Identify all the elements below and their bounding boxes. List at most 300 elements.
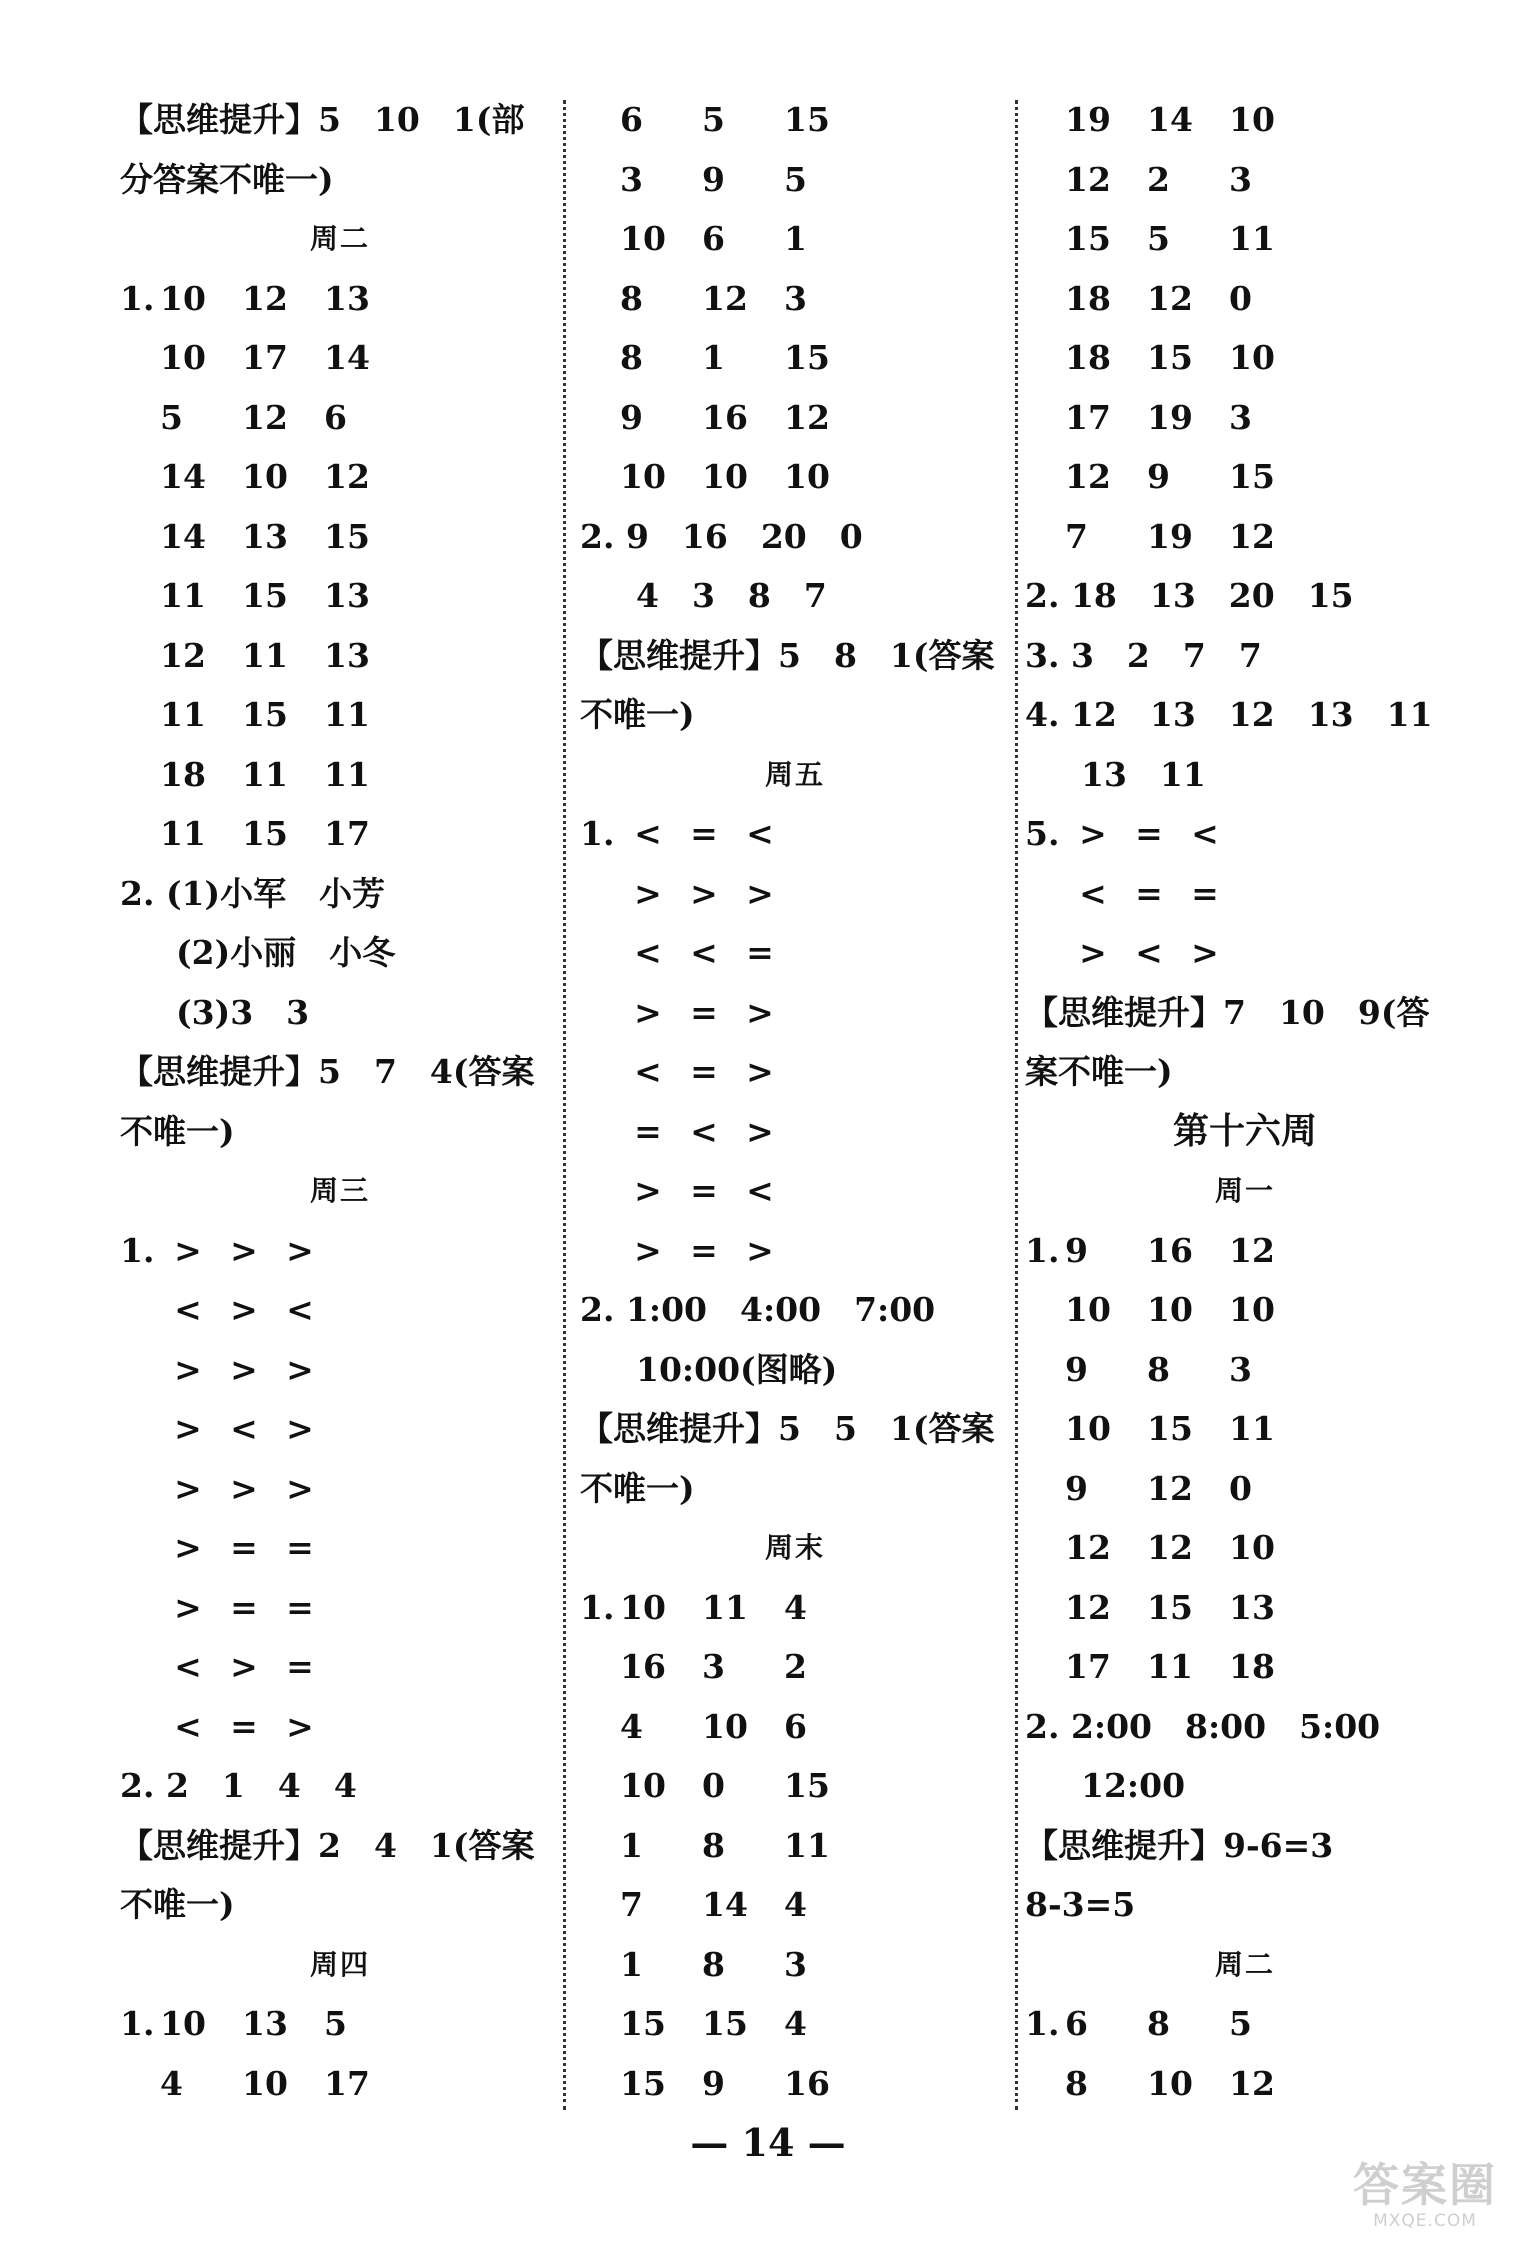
- answer-cell: 4: [784, 1587, 807, 1627]
- answer-cell: 12: [242, 397, 288, 437]
- answer-row: [580, 1935, 1010, 1995]
- answer-cell: 3: [1229, 159, 1252, 199]
- answer-cell: 10: [1229, 100, 1275, 139]
- answer-row: [120, 1994, 560, 2054]
- answer-row: [120, 1637, 560, 1697]
- answer-cell: 4: [784, 1885, 807, 1924]
- answer-line: 8-3=5: [1025, 1885, 1136, 1924]
- answer-cell: >: [634, 1230, 662, 1270]
- answer-cell: 10: [1229, 1528, 1275, 1567]
- answer-cell: 15: [1147, 1409, 1193, 1448]
- answer-cell: 3: [784, 1944, 807, 1984]
- answer-cell: 1: [620, 1944, 643, 1984]
- answer-cell: 15: [784, 1766, 830, 1805]
- answer-row: [120, 1221, 560, 1281]
- answer-cell: 6: [784, 1706, 807, 1746]
- answer-line: 不唯一): [120, 1111, 235, 1151]
- answer-line: 【思维提升】2 4 1(答案: [120, 1825, 535, 1865]
- answer-cell: 0: [1229, 1468, 1252, 1508]
- answer-cell: 4: [620, 1706, 643, 1746]
- answer-cell: <: [1079, 873, 1107, 913]
- answer-row: [580, 328, 1010, 388]
- answer-cell: =: [634, 1111, 662, 1151]
- answer-cell: 3: [784, 278, 807, 318]
- answer-cell: 14: [160, 516, 206, 556]
- answer-cell: 18: [1229, 1647, 1275, 1686]
- answer-cell: 12: [1147, 1528, 1193, 1567]
- answer-cell: 9: [1065, 1230, 1088, 1270]
- answer-cell: 17: [1065, 397, 1111, 437]
- answer-cell: 10: [1065, 1290, 1111, 1329]
- section-heading: 周三: [309, 1174, 370, 1207]
- answer-row: [1025, 388, 1465, 448]
- answer-cell: >: [230, 1647, 258, 1686]
- answer-row: [580, 90, 1010, 150]
- answer-cell: 10: [1147, 1290, 1193, 1329]
- answer-cell: >: [746, 1052, 774, 1091]
- answer-cell: >: [634, 1171, 662, 1210]
- question-number: 5.: [1025, 814, 1060, 853]
- answer-cell: <: [746, 814, 774, 853]
- section-heading: 周末: [764, 1531, 825, 1564]
- answer-line: (3)3 3: [176, 992, 310, 1032]
- answer-row: [120, 2054, 560, 2114]
- answer-row: [1025, 1578, 1465, 1638]
- answer-line: 2. 18 13 20 15: [1025, 576, 1354, 615]
- answer-line: 2. (1)小军 小芳: [120, 873, 386, 913]
- answer-cell: 1: [702, 338, 725, 377]
- answer-line: 分答案不唯一): [120, 159, 334, 199]
- answer-cell: 8: [702, 1825, 725, 1865]
- answer-cell: 19: [1147, 516, 1193, 556]
- answer-line: 不唯一): [120, 1885, 235, 1924]
- answer-cell: 19: [1065, 100, 1111, 139]
- answer-line: 4 3 8 7: [636, 576, 827, 615]
- answer-cell: 15: [242, 576, 288, 615]
- answer-cell: <: [634, 933, 662, 972]
- answer-row: [580, 1994, 1010, 2054]
- answer-row: [1025, 1221, 1465, 1281]
- answer-row: [580, 923, 1010, 983]
- answer-row: [580, 388, 1010, 448]
- answer-cell: >: [286, 1706, 314, 1746]
- answer-cell: >: [230, 1290, 258, 1329]
- answer-cell: 10: [620, 457, 666, 496]
- answer-cell: 7: [1065, 516, 1088, 556]
- answer-row: [580, 864, 1010, 924]
- answer-row: [120, 566, 560, 626]
- answer-cell: 11: [324, 695, 370, 734]
- answer-cell: 8: [702, 1944, 725, 1984]
- page-number: — 14 —: [690, 2120, 846, 2165]
- answer-row: [1025, 923, 1465, 983]
- answer-cell: 11: [160, 576, 206, 615]
- answer-cell: <: [690, 1111, 718, 1151]
- answer-cell: >: [174, 1409, 202, 1448]
- answer-line: 10:00(图略): [636, 1349, 838, 1389]
- answer-row: [120, 1697, 560, 1757]
- answer-cell: =: [746, 933, 774, 972]
- answer-cell: 15: [242, 695, 288, 734]
- answer-cell: 9: [1065, 1349, 1088, 1389]
- answer-cell: 10: [702, 1706, 748, 1746]
- answer-cell: 6: [620, 100, 643, 139]
- answer-row: [580, 150, 1010, 210]
- answer-cell: 3: [1229, 1349, 1252, 1389]
- answer-row: [1025, 1340, 1465, 1400]
- answer-cell: <: [174, 1647, 202, 1686]
- answer-line: 【思维提升】7 10 9(答: [1025, 992, 1430, 1032]
- answer-row: [1025, 1637, 1465, 1697]
- answer-row: [120, 1280, 560, 1340]
- answer-cell: 13: [242, 516, 288, 556]
- answer-row: [1025, 447, 1465, 507]
- answer-cell: >: [746, 1111, 774, 1151]
- answer-cell: 12: [1065, 159, 1111, 199]
- answer-line: 【思维提升】5 10 1(部: [120, 100, 525, 139]
- answer-line: 【思维提升】5 8 1(答案: [580, 635, 995, 675]
- answer-cell: 8: [1147, 2004, 1170, 2043]
- answer-cell: 10: [160, 2004, 206, 2043]
- answer-cell: 17: [242, 338, 288, 377]
- answer-cell: 17: [324, 814, 370, 853]
- answer-row: [120, 1459, 560, 1519]
- answer-cell: 19: [1147, 397, 1193, 437]
- question-number: 1.: [120, 1230, 155, 1270]
- answer-row: [580, 1697, 1010, 1757]
- answer-cell: 10: [242, 457, 288, 496]
- answer-cell: 12: [242, 278, 288, 318]
- answer-cell: >: [286, 1230, 314, 1270]
- section-heading: 周四: [309, 1947, 370, 1981]
- answer-cell: 13: [1229, 1587, 1275, 1627]
- answer-row: [120, 626, 560, 686]
- answer-cell: 18: [160, 754, 206, 794]
- answer-row: [120, 1518, 560, 1578]
- answer-row: [580, 1161, 1010, 1221]
- answer-cell: >: [746, 1230, 774, 1270]
- answer-cell: 15: [784, 338, 830, 377]
- answer-cell: >: [174, 1528, 202, 1567]
- answer-line: 2. 2 1 4 4: [120, 1766, 357, 1805]
- answer-cell: 10: [620, 219, 666, 258]
- answer-cell: >: [174, 1230, 202, 1270]
- answer-row: [1025, 150, 1465, 210]
- answer-cell: 15: [1229, 457, 1275, 496]
- section-heading: 周二: [1214, 1947, 1275, 1981]
- answer-cell: 12: [1229, 2063, 1275, 2103]
- column-divider: [1015, 100, 1018, 2110]
- answer-cell: >: [634, 992, 662, 1032]
- answer-row: [1025, 804, 1465, 864]
- question-number: 1.: [580, 814, 615, 853]
- answer-cell: 12: [784, 397, 830, 437]
- answer-cell: 14: [324, 338, 370, 377]
- section-heading: 周二: [309, 222, 370, 255]
- answer-cell: 13: [242, 2004, 288, 2043]
- answer-cell: 10: [702, 457, 748, 496]
- answer-row: [580, 1637, 1010, 1697]
- answer-cell: 11: [1147, 1647, 1193, 1686]
- question-number: 1.: [120, 278, 155, 318]
- answer-cell: 8: [620, 338, 643, 377]
- answer-cell: 16: [1147, 1230, 1193, 1270]
- answer-row: [120, 804, 560, 864]
- answer-cell: 13: [324, 576, 370, 615]
- answer-row: [580, 1816, 1010, 1876]
- answer-cell: 1: [620, 1825, 643, 1865]
- answer-line: 不唯一): [580, 695, 695, 734]
- answer-cell: 15: [620, 2004, 666, 2043]
- answer-cell: 4: [160, 2063, 183, 2103]
- column-divider: [563, 100, 566, 2110]
- answer-cell: 2: [784, 1647, 807, 1686]
- answer-cell: 9: [1147, 457, 1170, 496]
- answer-cell: 11: [160, 695, 206, 734]
- answer-cell: >: [174, 1587, 202, 1627]
- answer-row: [580, 983, 1010, 1043]
- answer-cell: 5: [324, 2004, 347, 2043]
- answer-cell: 14: [702, 1885, 748, 1924]
- answer-cell: =: [1135, 873, 1163, 913]
- answer-cell: 11: [324, 754, 370, 794]
- answer-line: 2. 1:00 4:00 7:00: [580, 1290, 936, 1329]
- answer-cell: 16: [702, 397, 748, 437]
- answer-cell: >: [1079, 933, 1107, 972]
- answer-cell: 11: [1229, 219, 1275, 258]
- answer-row: [1025, 864, 1465, 924]
- answer-cell: 14: [1147, 100, 1193, 139]
- answer-cell: 15: [1065, 219, 1111, 258]
- answer-cell: 11: [242, 754, 288, 794]
- answer-cell: 8: [620, 278, 643, 318]
- answer-row: [120, 745, 560, 805]
- answer-cell: 15: [784, 100, 830, 139]
- answer-cell: 10: [1065, 1409, 1111, 1448]
- answer-row: [1025, 1994, 1465, 2054]
- answer-cell: =: [286, 1528, 314, 1567]
- answer-cell: <: [690, 933, 718, 972]
- answer-cell: 13: [324, 635, 370, 675]
- answer-line: (2)小丽 小冬: [176, 933, 396, 972]
- answer-line: 【思维提升】9-6=3: [1025, 1825, 1334, 1865]
- column-left: [120, 90, 560, 2113]
- answer-row: [1025, 209, 1465, 269]
- answer-cell: 5: [160, 397, 183, 437]
- answer-cell: 0: [1229, 278, 1252, 318]
- answer-cell: <: [174, 1706, 202, 1746]
- answer-cell: 11: [160, 814, 206, 853]
- answer-cell: =: [286, 1587, 314, 1627]
- answer-row: [1025, 328, 1465, 388]
- answer-cell: 13: [324, 278, 370, 318]
- answer-row: [580, 1578, 1010, 1638]
- answer-cell: 9: [702, 2063, 725, 2103]
- answer-cell: 1: [784, 219, 807, 258]
- answer-cell: 3: [620, 159, 643, 199]
- answer-row: [580, 1875, 1010, 1935]
- answer-cell: <: [746, 1171, 774, 1210]
- answer-row: [1025, 507, 1465, 567]
- answer-cell: 2: [1147, 159, 1170, 199]
- answer-cell: 12: [1229, 1230, 1275, 1270]
- section-heading: 周五: [764, 757, 825, 791]
- answer-cell: 10: [620, 1587, 666, 1627]
- answer-cell: >: [1079, 814, 1107, 853]
- answer-cell: =: [690, 992, 718, 1032]
- answer-cell: 17: [324, 2063, 370, 2103]
- answer-cell: 3: [702, 1647, 725, 1686]
- answer-cell: >: [174, 1468, 202, 1508]
- answer-cell: 11: [702, 1587, 748, 1627]
- answer-cell: <: [634, 814, 662, 853]
- question-number: 1.: [120, 2004, 155, 2043]
- answer-cell: 5: [1147, 219, 1170, 258]
- answer-cell: 10: [1229, 338, 1275, 377]
- answer-cell: 6: [1065, 2004, 1088, 2043]
- answer-row: [120, 447, 560, 507]
- answer-cell: 5: [702, 100, 725, 139]
- answer-row: [580, 1756, 1010, 1816]
- question-number: 1.: [580, 1587, 615, 1627]
- answer-cell: =: [230, 1706, 258, 1746]
- answer-cell: 17: [1065, 1647, 1111, 1686]
- answer-row: [580, 269, 1010, 329]
- answer-row: [1025, 2054, 1465, 2114]
- answer-cell: <: [230, 1409, 258, 1448]
- answer-row: [120, 269, 560, 329]
- answer-cell: 15: [324, 516, 370, 556]
- answer-cell: 11: [784, 1825, 830, 1865]
- answer-row: [580, 1042, 1010, 1102]
- answer-cell: =: [690, 1230, 718, 1270]
- answer-row: [1025, 1459, 1465, 1519]
- answer-cell: 16: [620, 1647, 666, 1686]
- answer-cell: =: [690, 1171, 718, 1210]
- answer-cell: 8: [1065, 2063, 1088, 2103]
- answer-cell: >: [286, 1409, 314, 1448]
- answer-line: 3. 3 2 7 7: [1025, 635, 1262, 675]
- answer-row: [1025, 269, 1465, 329]
- answer-cell: 5: [784, 159, 807, 199]
- answer-row: [120, 1340, 560, 1400]
- answer-cell: >: [230, 1230, 258, 1270]
- answer-cell: 12: [1147, 278, 1193, 318]
- answer-cell: 10: [160, 278, 206, 318]
- answer-line: 【思维提升】5 5 1(答案: [580, 1409, 995, 1448]
- answer-row: [580, 209, 1010, 269]
- answer-cell: 15: [1147, 338, 1193, 377]
- answer-cell: 12: [1065, 1587, 1111, 1627]
- column-middle: [580, 90, 1010, 2113]
- answer-cell: 12: [1147, 1468, 1193, 1508]
- answer-cell: =: [1135, 814, 1163, 853]
- answer-cell: <: [174, 1290, 202, 1329]
- answer-row: [1025, 1280, 1465, 1340]
- answer-cell: 0: [702, 1766, 725, 1805]
- answer-cell: >: [634, 873, 662, 913]
- answer-cell: 12: [702, 278, 748, 318]
- answer-row: [580, 1102, 1010, 1162]
- watermark-url: MXQE.COM: [1373, 2211, 1477, 2231]
- section-heading: 周一: [1214, 1174, 1275, 1207]
- answer-row: [120, 1399, 560, 1459]
- answer-row: [580, 804, 1010, 864]
- answer-cell: 10: [1147, 2063, 1193, 2103]
- answer-cell: >: [1191, 933, 1219, 972]
- answer-line: 案不唯一): [1025, 1052, 1173, 1091]
- answer-cell: =: [286, 1647, 314, 1686]
- answer-cell: <: [1135, 933, 1163, 972]
- answer-cell: 9: [620, 397, 643, 437]
- answer-cell: 12: [160, 635, 206, 675]
- answer-line: 4. 12 13 12 13 11: [1025, 695, 1433, 734]
- answer-row: [120, 1578, 560, 1638]
- watermark-text: 答案圈: [1353, 2158, 1497, 2212]
- answer-row: [120, 328, 560, 388]
- answer-cell: =: [230, 1587, 258, 1627]
- answer-cell: 12: [324, 457, 370, 496]
- answer-cell: 9: [702, 159, 725, 199]
- answer-cell: 10: [784, 457, 830, 496]
- answer-row: [120, 685, 560, 745]
- answer-row: [120, 507, 560, 567]
- answer-cell: >: [690, 873, 718, 913]
- answer-cell: >: [174, 1349, 202, 1389]
- answer-cell: =: [690, 814, 718, 853]
- answer-row: [1025, 1399, 1465, 1459]
- answer-cell: >: [230, 1349, 258, 1389]
- answer-cell: 18: [1065, 338, 1111, 377]
- answer-cell: 12: [1229, 516, 1275, 556]
- answer-cell: >: [286, 1468, 314, 1508]
- section-heading: 第十六周: [1172, 1109, 1317, 1152]
- answer-cell: 3: [1229, 397, 1252, 437]
- answer-line: 不唯一): [580, 1468, 695, 1508]
- answer-cell: <: [1191, 814, 1219, 853]
- answer-row: [120, 388, 560, 448]
- answer-cell: =: [1191, 873, 1219, 913]
- watermark-logo: [1330, 2159, 1520, 2239]
- answer-row: [1025, 90, 1465, 150]
- answer-cell: <: [634, 1052, 662, 1091]
- answer-cell: 6: [324, 397, 347, 437]
- answer-cell: 10: [620, 1766, 666, 1805]
- question-number: 1.: [1025, 1230, 1060, 1270]
- answer-cell: 11: [1229, 1409, 1275, 1448]
- answer-row: [580, 2054, 1010, 2114]
- answer-cell: <: [286, 1290, 314, 1329]
- answer-cell: 8: [1147, 1349, 1170, 1389]
- answer-cell: 11: [242, 635, 288, 675]
- answer-cell: 12: [1065, 1528, 1111, 1567]
- answer-cell: 12: [1065, 457, 1111, 496]
- answer-cell: =: [230, 1528, 258, 1567]
- answer-cell: 14: [160, 457, 206, 496]
- answer-cell: >: [746, 873, 774, 913]
- answer-cell: 10: [1229, 1290, 1275, 1329]
- answer-cell: 15: [702, 2004, 748, 2043]
- answer-cell: =: [690, 1052, 718, 1091]
- answer-line: 13 11: [1081, 754, 1206, 794]
- answer-cell: 10: [242, 2063, 288, 2103]
- answer-row: [1025, 1518, 1465, 1578]
- column-right: [1025, 90, 1465, 2113]
- answer-cell: 15: [242, 814, 288, 853]
- answer-cell: 15: [620, 2063, 666, 2103]
- answer-line: 【思维提升】5 7 4(答案: [120, 1052, 535, 1091]
- answer-line: 12:00: [1081, 1766, 1186, 1805]
